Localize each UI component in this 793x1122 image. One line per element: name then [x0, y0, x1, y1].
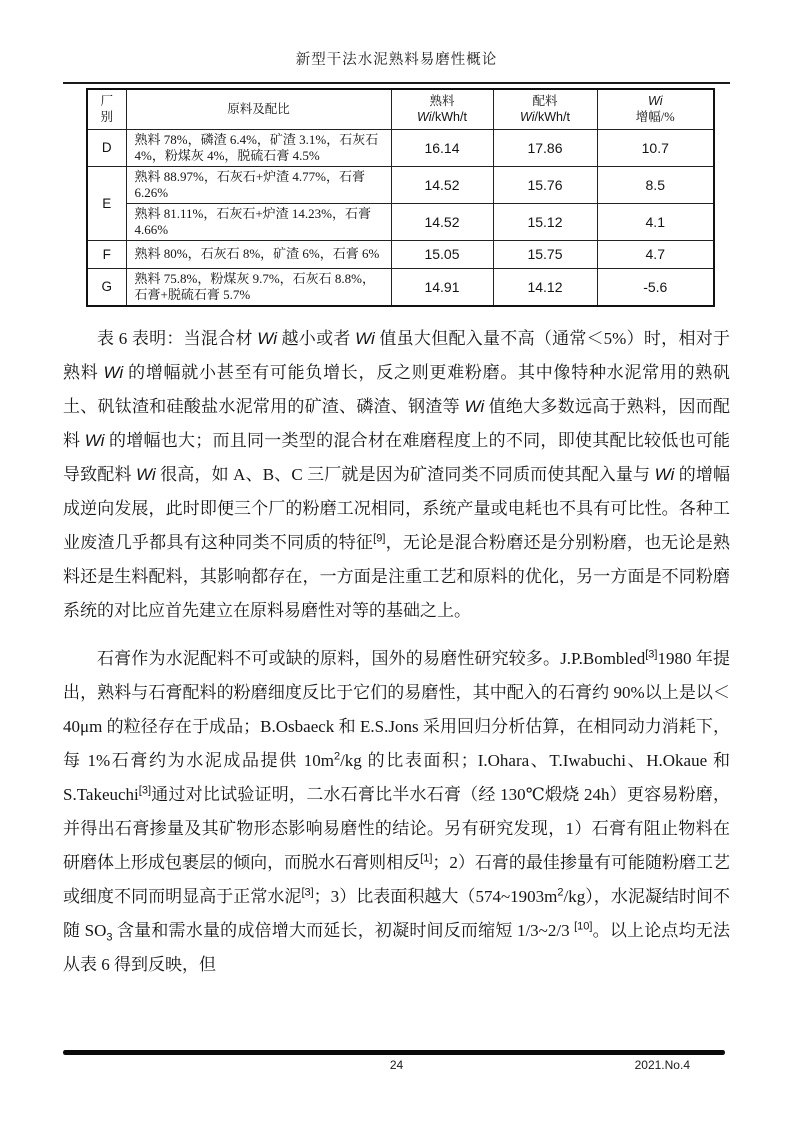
- wi-increase-cell: 10.7: [597, 129, 714, 166]
- citation-superscript: [3]: [645, 647, 658, 660]
- citation-superscript: [1]: [420, 851, 433, 864]
- wi-increase-cell: -5.6: [597, 268, 714, 306]
- clinker-wi-cell: 15.05: [391, 240, 493, 268]
- clinker-wi-cell: 16.14: [391, 129, 493, 166]
- clinker-wi-cell: 14.52: [391, 203, 493, 240]
- footer-rule: [63, 1050, 725, 1055]
- clinker-wi-cell: 14.91: [391, 268, 493, 306]
- wi-symbol: Wi: [257, 328, 277, 348]
- text-segment: 含量和需水量的成倍增大而延长，初凝时间反而缩短 1/3~2/3: [112, 920, 575, 940]
- header-plant-line1: 厂: [100, 94, 113, 109]
- header-blend-label: 配料: [532, 94, 558, 109]
- citation-superscript: [9]: [373, 531, 386, 544]
- header-plant-line2: 别: [100, 110, 113, 125]
- plant-cell: F: [87, 240, 126, 268]
- text-segment: 的增幅成逆向发展，此时即便三个厂的粉磨工况相同，系统产量或电耗也不具有可比性。各种工业废渣几乎都具有这种同类不同质的特征: [63, 464, 731, 552]
- text-segment: 值虽大但配入量不高（通常＜5%）时，相对于熟料: [63, 328, 731, 382]
- mix-cell: 熟料 75.8%，粉煤灰 9.7%，石灰石 8.8%，石膏+脱硫石膏 5.7%: [126, 268, 391, 306]
- mix-cell: 熟料 88.97%，石灰石+炉渣 4.77%，石膏 6.26%: [126, 166, 391, 203]
- text-segment: ；2）石膏的最佳掺量有可能随粉磨工艺或细度不同而明显高于正常水泥: [63, 852, 731, 906]
- text-segment: /kg 的比表面积；I.Ohara、T.Iwabuchi、H.Okaue 和 S.Takeuchi: [63, 750, 730, 804]
- citation-superscript: [10]: [574, 919, 593, 932]
- clinker-wi-cell: 14.52: [391, 166, 493, 203]
- wi-increase-cell: 8.5: [597, 166, 714, 203]
- citation-superscript: 2: [333, 749, 341, 762]
- issue-label: 2021.No.4: [634, 1058, 690, 1072]
- text-segment: 越小或者: [276, 328, 356, 348]
- text-segment: ；3）比表面积越大（574~1903m: [313, 886, 558, 906]
- header-wi-unit: /kWh/t: [534, 110, 570, 125]
- header-plant: [87, 89, 126, 129]
- mix-cell: 熟料 80%，石灰石 8%，矿渣 6%，石膏 6%: [126, 240, 391, 268]
- wi-symbol: Wi: [103, 362, 124, 382]
- header-wi-symbol: Wi: [417, 110, 432, 125]
- mix-ratio-table: [86, 88, 715, 307]
- wi-symbol: Wi: [136, 464, 156, 484]
- chemical-subscript: 3: [106, 930, 113, 943]
- body-text: [63, 322, 730, 982]
- header-blend-wi: [493, 89, 597, 129]
- text-segment: ，无论是混合粉磨还是分别粉磨，也无论是熟料还是生料配料，其影响都存在，一方面是注重工艺和原料的优化，另一方面是不同粉磨系统的对比应首先建立在原料易磨性对等的基础之上。: [63, 532, 731, 620]
- citation-superscript: [3]: [138, 783, 151, 796]
- header-increase-label: 增幅/%: [635, 110, 675, 125]
- text-segment: 表 6 表明：当混合材: [97, 328, 258, 348]
- header-wi-increase: [597, 89, 714, 129]
- table-row-d: [87, 129, 714, 166]
- text-segment: 通过对比试验证明，二水石膏比半水石膏（经 130℃煅烧 24h）更容易粉磨，并得出石膏掺量及其矿物形态影响易磨性的结论。另有研究发现，1）石膏有阻止物料在研磨体上形成包裹层的倾向，而脱水石膏则相反: [63, 784, 730, 872]
- header-mix: 原料及配比: [126, 89, 391, 129]
- header-clinker-wi: [391, 89, 493, 129]
- table-header-row: [87, 89, 714, 129]
- header-wi-unit: /kWh/t: [431, 110, 467, 125]
- page-header: [63, 50, 730, 70]
- citation-superscript: [3]: [301, 885, 314, 898]
- blend-wi-cell: 14.12: [493, 268, 597, 306]
- citation-superscript: 2: [557, 885, 564, 898]
- page-number: 24: [389, 1058, 404, 1072]
- table-row-f: [87, 240, 714, 268]
- table-row-e2: [87, 203, 714, 240]
- wi-symbol: Wi: [464, 396, 485, 416]
- wi-symbol: Wi: [355, 328, 375, 348]
- paragraph-gypsum-research: [63, 642, 730, 982]
- blend-wi-cell: 17.86: [493, 129, 597, 166]
- text-segment: 。以上论点均无法从表 6 得到反映，但: [63, 920, 731, 974]
- plant-cell: D: [87, 129, 126, 166]
- wi-increase-cell: 4.1: [597, 203, 714, 240]
- text-segment: 值绝大多数远高于熟料，因而配料: [63, 396, 731, 450]
- plant-cell: E: [87, 166, 126, 240]
- text-segment: 的增幅就小甚至有可能负增长，反之则更难粉磨。其中像特种水泥常用的熟矾土、矾钛渣和硅酸盐水泥常用的矿渣、磷渣、钢渣等: [63, 362, 731, 416]
- mix-cell: 熟料 81.11%，石灰石+炉渣 14.23%，石膏 4.66%: [126, 203, 391, 240]
- text-segment: /kg），水泥凝结时间不随 SO: [63, 886, 730, 940]
- mix-cell: 熟料 78%，磷渣 6.4%，矿渣 3.1%，石灰石 4%，粉煤灰 4%，脱硫石膏 4.5%: [126, 129, 391, 166]
- text-segment: 石膏作为水泥配料不可或缺的原料，国外的易磨性研究较多。J.P.Bombled: [97, 648, 646, 668]
- table-row-g: [87, 268, 714, 306]
- header-clinker-label: 熟料: [429, 94, 455, 109]
- blend-wi-cell: 15.75: [493, 240, 597, 268]
- wi-increase-cell: 4.7: [597, 240, 714, 268]
- table-row-e1: [87, 166, 714, 203]
- wi-symbol: Wi: [84, 430, 105, 450]
- header-wi-symbol: Wi: [648, 94, 663, 109]
- running-title: 新型干法水泥熟料易磨性概论: [295, 52, 498, 68]
- blend-wi-cell: 15.76: [493, 166, 597, 203]
- plant-cell: G: [87, 268, 126, 306]
- header-rule: [63, 82, 730, 84]
- header-wi-symbol: Wi: [520, 110, 535, 125]
- blend-wi-cell: 15.12: [493, 203, 597, 240]
- text-segment: 1980 年提出，熟料与石膏配料的粉磨细度反比于它们的易磨性，其中配入的石膏约 90%以上是以＜40μm 的粒径存在于成品；B.Osbaeck 和 E.S.Jons 采用回归分析估算，在相同动力消耗下，每 1%石膏约为水泥成品提供 10m: [63, 648, 731, 770]
- text-segment: 很高，如 A、B、C 三厂就是因为矿渣同类不同质而使其配入量与: [155, 464, 655, 484]
- wi-symbol: Wi: [654, 464, 675, 484]
- paragraph-table-discussion: [63, 322, 730, 628]
- text-segment: 的增幅也大；而且同一类型的混合材在难磨程度上的不同，即使其配比较低也可能导致配料: [63, 430, 731, 484]
